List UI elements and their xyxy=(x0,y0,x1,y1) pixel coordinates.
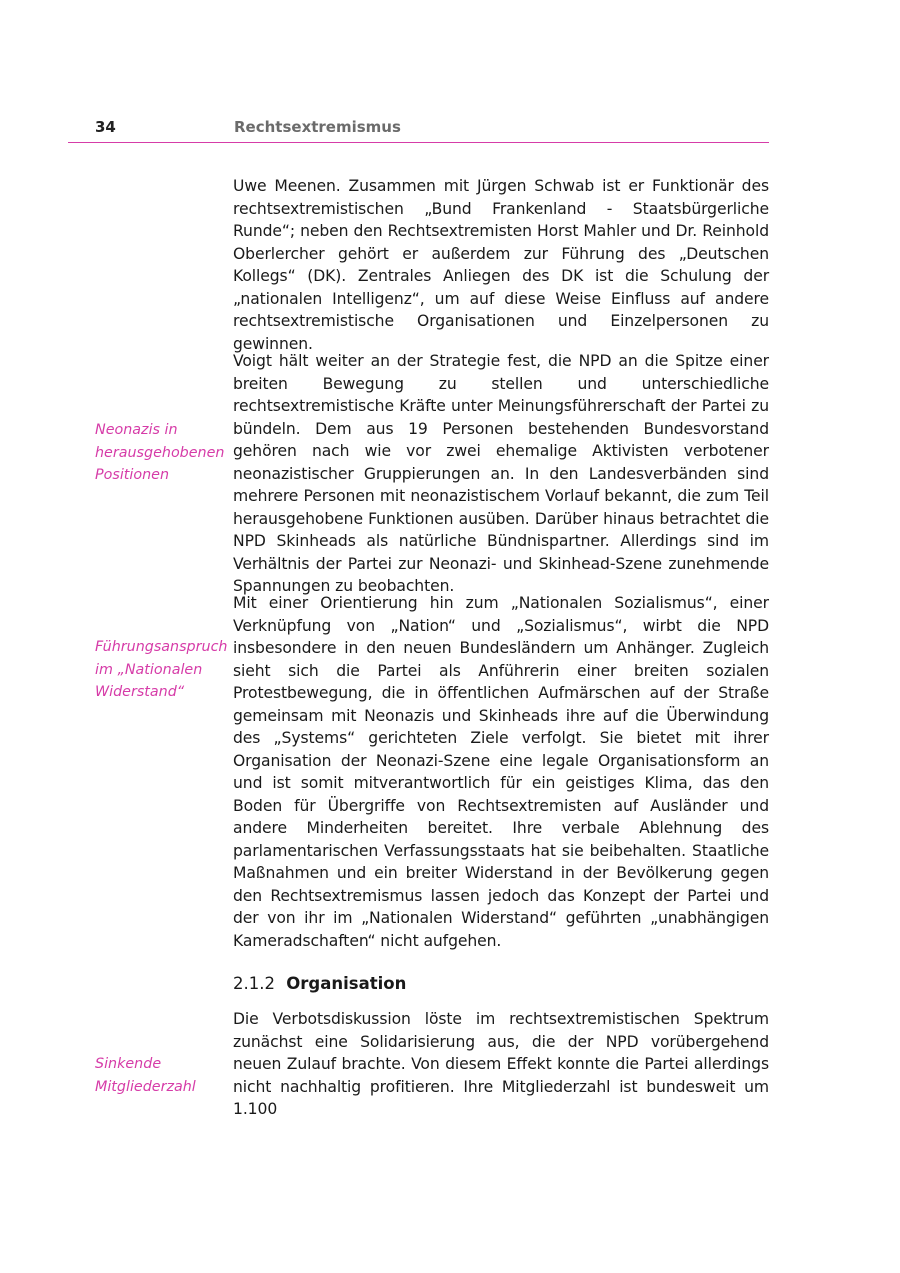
paragraph-1: Uwe Meenen. Zusammen mit Jürgen Schwab ist er Funktionär des rechtsextremistischen „Bund Frankenland - Staatsbürgerliche Runde“; neben den Rechtsextremisten Horst Mahler und Dr. Reinhold Oberlercher gehört er außerdem zur Führung des „Deutschen Kollegs“ (DK). Zentrales Anliegen des DK ist die Schulung der „nationalen Intelligenz“, um auf diese Weise Einfluss auf andere rechtsextremistische Organisationen und Einzelpersonen zu gewinnen. xyxy=(233,177,769,353)
page-header xyxy=(68,116,769,143)
body-column-3 xyxy=(233,592,769,952)
margin-note-fuehrungsanspruch: Führungsanspruch im „Nationalen Widerstand“ xyxy=(95,639,228,700)
paragraph-2: Voigt hält weiter an der Strategie fest, die NPD an die Spitze einer breiten Bewegung zu stellen und unterschiedliche rechtsextremistische Kräfte unter Meinungsführerschaft der Partei zu bündeln. Dem aus 19 Personen bestehenden Bundesvorstand gehören nach wie vor zwei ehemalige Aktivisten verbotener neonazistischer Gruppierungen an. In den Landesverbänden sind mehrere Personen mit neonazistischem Vorlauf bekannt, die zum Teil herausgehobene Funktionen ausüben. Darüber hinaus betrachtet die NPD Skinheads als natürliche Bündnispartner. Allerdings sind im Verhältnis der Partei zur Neonazi- und Skinhead-Szene zunehmende Spannungen zu beobachten. xyxy=(233,352,769,595)
page-number: 34 xyxy=(95,118,116,136)
paragraph-3: Mit einer Orientierung hin zum „Nationalen Sozialismus“, einer Verknüpfung von „Nation“ und „Sozialismus“, wirbt die NPD insbesondere in den neuen Bundesländern um Anhänger. Zugleich sieht sich die Partei als Anführerin einer breiten sozialen Protestbewegung, die in öffentlichen Aufmärschen auf der Straße gemeinsam mit Neonazis und Skinheads ihre auf die Überwindung des „Systems“ gerichteten Ziele verfolgt. Sie bietet mit ihrer Organisation der Neonazi-Szene eine legale Organisationsform an und ist somit mitverantwortlich für ein geistiges Klima, das den Boden für Übergriffe von Rechtsextremisten auf Ausländer und andere Minderheiten bereitet. Ihre verbale Ablehnung des parlamentarischen Verfassungsstaats hat sie beibehalten. Staatliche Maßnahmen und ein breiter Widerstand in der Bevölkerung gegen den Rechtsextremismus lassen jedoch das Konzept der Partei und der von ihr im „Nationalen Widerstand“ geführten „unabhängigen Kameradschaften“ nicht aufgehen. xyxy=(233,594,769,950)
margin-note-mitgliederzahl: Sinkende Mitgliederzahl xyxy=(95,1056,196,1095)
section-title: Organisation xyxy=(286,974,407,993)
running-title: Rechtsextremismus xyxy=(234,118,401,136)
margin-note-neonazis: Neonazis in herausgehobenen Positionen xyxy=(95,422,225,483)
section-heading xyxy=(233,973,406,995)
body-column-1 xyxy=(233,175,769,355)
body-column-4 xyxy=(233,1008,769,1121)
paragraph-4: Die Verbotsdiskussion löste im rechtsextremistischen Spektrum zunächst eine Solidarisierung aus, die der NPD vorübergehend neuen Zulauf brachte. Von diesem Effekt konnte die Partei allerdings nicht nachhaltig profitieren. Ihre Mitgliederzahl ist bundesweit um 1.100 xyxy=(233,1010,769,1118)
body-column-2 xyxy=(233,350,769,598)
section-number: 2.1.2 xyxy=(233,974,275,993)
